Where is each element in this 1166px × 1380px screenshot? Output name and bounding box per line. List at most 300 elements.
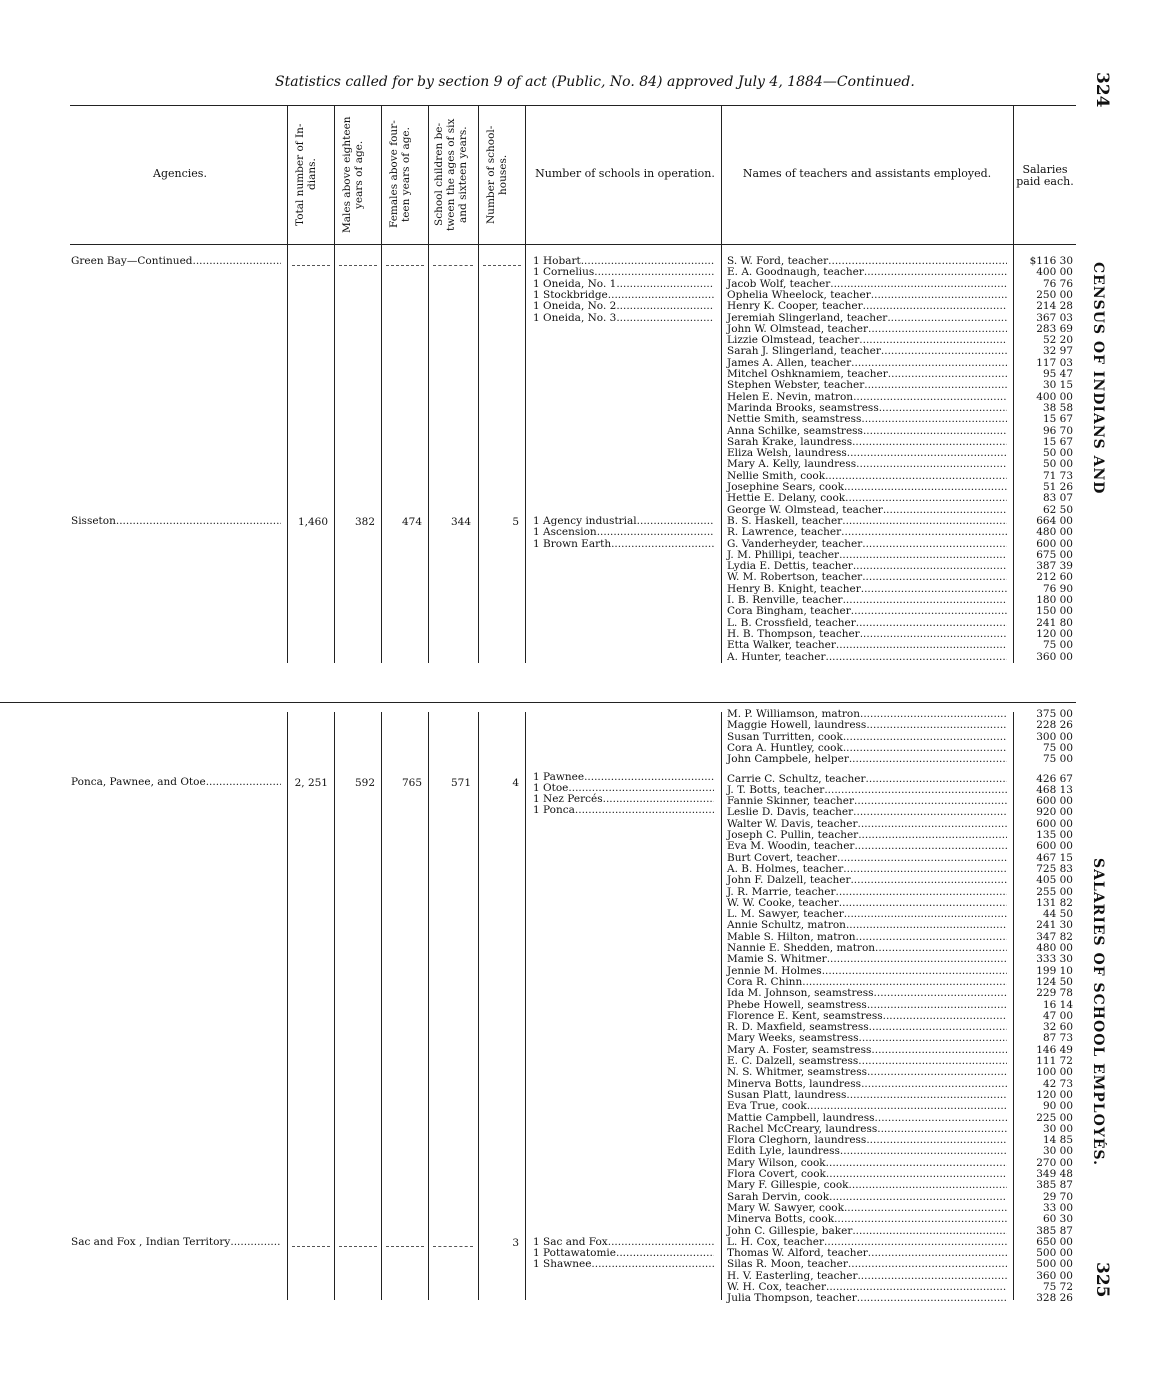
col-divider — [381, 105, 382, 663]
staff-row-text: Ophelia Wheelock, teacher — [727, 288, 871, 301]
staff-row-text: Jennie M. Holmes — [727, 964, 822, 977]
dot-leader — [871, 290, 1007, 301]
staff-row-text: Nannie E. Shedden, matron — [727, 942, 876, 954]
school-row-text: 1 Oneida, No. 3 — [533, 311, 617, 324]
dot-leader — [883, 505, 1007, 516]
staff-row-text: Flora Cleghorn, laundress — [727, 1134, 867, 1147]
dot-leader — [843, 743, 1007, 754]
empty-cell-leader — [386, 1246, 424, 1247]
school-row — [533, 805, 716, 816]
dot-leader — [826, 1169, 1007, 1180]
salary-value: 47 00 — [1042, 1009, 1073, 1022]
dot-leader — [853, 561, 1007, 572]
running-title-top: CENSUS OF INDIANS AND — [1090, 262, 1106, 495]
salary-value: 52 20 — [1042, 334, 1073, 347]
school-row-text: 1 Oneida, No. 1 — [533, 277, 617, 290]
empty-cell-leader — [339, 265, 377, 266]
salary-value: 375 00 — [1036, 708, 1073, 720]
dot-leader — [581, 256, 714, 267]
staff-row-text: Silas R. Moon, teacher — [727, 1258, 848, 1271]
dot-leader — [866, 720, 1007, 731]
females-value: 474 — [401, 515, 422, 528]
salary-value: 229 78 — [1036, 987, 1073, 1000]
salary-value: 664 00 — [1036, 514, 1073, 527]
dot-leader — [829, 1192, 1007, 1203]
dot-leader — [846, 920, 1007, 931]
staff-row-text: W. W. Cooke, teacher — [727, 896, 839, 909]
dot-leader — [825, 652, 1007, 663]
males-value: 592 — [354, 776, 375, 789]
children-value: 571 — [450, 776, 471, 789]
staff-row-text: John W. Olmstead, teacher — [727, 322, 868, 335]
staff-row — [727, 754, 1009, 765]
staff-row-text: R. D. Maxfield, seamstress — [727, 1021, 869, 1034]
total-indians-value: 2, 251 — [294, 776, 328, 789]
agency-name-text: Green Bay—Continued — [71, 255, 193, 267]
salary-value: 16 14 — [1042, 998, 1073, 1011]
salary-value: 38 58 — [1042, 401, 1073, 414]
col-divider — [428, 712, 429, 1300]
staff-row-text: L. B. Crossfield, teacher — [727, 616, 856, 629]
staff-row-text: Phebe Howell, seamstress — [727, 998, 867, 1011]
salary-value: 83 07 — [1042, 492, 1073, 505]
staff-row-text: W. M. Robertson, teacher — [727, 571, 863, 584]
staff-row-text: Susan Platt, laundress — [727, 1088, 847, 1101]
salary-value: 71 73 — [1042, 469, 1073, 482]
empty-cell-leader — [483, 265, 521, 266]
staff-row-text: Fannie Skinner, teacher — [727, 795, 855, 808]
salary-value: 146 49 — [1036, 1043, 1073, 1056]
dot-leader — [852, 1226, 1007, 1237]
salary-value: 199 10 — [1036, 964, 1073, 977]
staff-row-text: J. T. Botts, teacher — [727, 783, 825, 796]
dot-leader — [864, 380, 1007, 391]
staff-row-text: Ida M. Johnson, seamstress — [727, 987, 874, 1000]
dot-leader — [877, 1124, 1007, 1135]
dot-leader — [840, 1146, 1007, 1157]
salary-value: 360 00 — [1036, 650, 1073, 663]
staff-row-text: Lydia E. Dettis, teacher — [727, 560, 853, 573]
salary-value: 333 30 — [1036, 953, 1073, 966]
staff-row-text: H. V. Easterling, teacher — [727, 1269, 858, 1282]
staff-row-text: Eva True, cook — [727, 1100, 807, 1113]
staff-row-text: Anna Schilke, seamstress — [727, 424, 863, 437]
staff-row-text: Jacob Wolf, teacher — [727, 277, 831, 290]
salary-value: 675 00 — [1036, 548, 1073, 561]
schoolhouses-value: 5 — [512, 515, 519, 528]
running-title-bottom: SALARIES OF SCHOOL EMPLOYÉS. — [1090, 858, 1106, 1166]
salary-value: 30 00 — [1042, 1122, 1073, 1135]
col-divider — [334, 105, 335, 663]
staff-row-text: John C. Gillespie, baker — [727, 1224, 853, 1237]
salary-value: 367 03 — [1036, 311, 1073, 324]
staff-row-text: Mattie Campbell, laundress — [727, 1111, 875, 1124]
dot-leader — [881, 346, 1007, 357]
staff-row-text: Mary A. Kelly, laundress — [727, 458, 857, 471]
salary-value: 60 30 — [1042, 1213, 1073, 1226]
salary-value: 75 72 — [1042, 1281, 1073, 1293]
staff-row-text: Cora A. Huntley, cook — [727, 741, 843, 754]
school-row — [533, 539, 716, 550]
dot-leader — [843, 864, 1007, 875]
salary-value: 360 00 — [1036, 1269, 1073, 1282]
salary-value: 75 00 — [1042, 741, 1073, 754]
salary-value: 385 87 — [1036, 1179, 1073, 1192]
dot-leader — [867, 1067, 1007, 1078]
dot-leader — [206, 777, 281, 788]
agency-name-text: Ponca, Pawnee, and Otoe — [71, 775, 206, 788]
school-row-text: 1 Shawnee — [533, 1258, 592, 1271]
staff-row-text: Marinda Brooks, seamstress — [727, 401, 879, 414]
empty-cell-leader — [339, 1246, 377, 1247]
salary-value: 120 00 — [1036, 1088, 1073, 1101]
dot-leader — [856, 932, 1007, 943]
salary-value: 300 00 — [1036, 730, 1073, 743]
col-divider — [287, 105, 288, 663]
staff-row-text: Mary W. Sawyer, cook — [727, 1201, 844, 1214]
dot-leader — [591, 1259, 714, 1270]
dot-leader — [860, 629, 1007, 640]
dot-leader — [826, 1158, 1007, 1169]
dot-leader — [868, 324, 1007, 335]
dot-leader — [857, 1293, 1007, 1304]
staff-row-text: Joseph C. Pullin, teacher — [727, 829, 859, 841]
staff-row-text: Edith Lyle, laundress — [727, 1145, 840, 1158]
staff-row-text: Carrie C. Schultz, teacher — [727, 772, 866, 785]
staff-row-text: Eliza Welsh, laundress — [727, 447, 847, 460]
dot-leader — [839, 550, 1007, 561]
staff-row-text: Henry B. Knight, teacher — [727, 582, 861, 595]
school-row-text: 1 Hobart — [533, 255, 581, 267]
school-row-text: 1 Ascension — [533, 526, 597, 539]
dot-leader — [875, 1113, 1007, 1124]
staff-row-text: Florence E. Kent, seamstress — [727, 1009, 883, 1022]
dot-leader — [862, 572, 1007, 583]
salary-value: 62 50 — [1042, 503, 1073, 516]
schoolhouses-value: 4 — [512, 776, 519, 789]
staff-row-text: Lizzie Olmstead, teacher — [727, 334, 860, 347]
staff-row-text: Helen E. Nevin, matron — [727, 390, 854, 403]
dot-leader — [616, 313, 714, 324]
dot-leader — [859, 1033, 1007, 1044]
dot-leader — [616, 279, 714, 290]
salary-value: 75 00 — [1042, 639, 1073, 652]
header-top-rule — [70, 105, 1076, 106]
salary-value: 50 00 — [1042, 447, 1073, 460]
salary-value: 228 26 — [1036, 719, 1073, 732]
staff-row-text: Annie Schultz, matron — [727, 919, 846, 932]
dot-leader — [864, 267, 1007, 278]
dot-leader — [871, 1045, 1007, 1056]
salary-value: 124 50 — [1036, 975, 1073, 988]
dot-leader — [861, 414, 1007, 425]
dot-leader — [608, 1237, 714, 1248]
dot-leader — [597, 527, 714, 538]
dot-leader — [193, 256, 282, 267]
col-divider — [525, 105, 526, 663]
dot-leader — [888, 369, 1007, 380]
staff-row-text: George W. Olmstead, teacher — [727, 503, 883, 516]
staff-row-text: Rachel McCreary, laundress — [727, 1122, 878, 1135]
col-divider — [525, 712, 526, 1300]
school-row-text: 1 Ponca — [533, 804, 575, 817]
header-schools: Number of schools in operation. — [535, 167, 715, 180]
dot-leader — [857, 1271, 1007, 1282]
dot-leader — [230, 1237, 281, 1248]
agency-name — [71, 256, 283, 267]
staff-row-text: Stephen Webster, teacher — [727, 379, 865, 392]
salary-value: 90 00 — [1042, 1100, 1073, 1113]
salary-value: 76 76 — [1042, 277, 1073, 290]
dot-leader — [849, 754, 1007, 765]
header-males: Males above eighteen years of age. — [341, 116, 365, 233]
staff-row-text: Sarah Dervin, cook — [727, 1190, 830, 1203]
salary-value: 51 26 — [1042, 481, 1073, 493]
salary-value: 32 60 — [1042, 1021, 1073, 1034]
salary-value: 250 00 — [1036, 288, 1073, 301]
agency-name — [71, 516, 283, 527]
col-divider — [334, 712, 335, 1300]
agency-name-text: Sac and Fox , Indian Territory — [71, 1235, 231, 1248]
empty-cell-leader — [292, 265, 330, 266]
salary-value: 270 00 — [1036, 1156, 1073, 1169]
staff-row-text: A. Hunter, teacher — [727, 650, 826, 663]
dot-leader — [851, 606, 1007, 617]
page-number-left: 324 — [1092, 72, 1112, 108]
salary-value: 30 00 — [1042, 1145, 1073, 1158]
dot-leader — [822, 966, 1007, 977]
salary-value: 42 73 — [1042, 1077, 1073, 1090]
salary-value: 467 15 — [1036, 851, 1073, 864]
salary-value: 426 67 — [1036, 772, 1073, 785]
school-row-text: 1 Sac and Fox — [533, 1235, 608, 1248]
staff-row — [727, 652, 1009, 663]
salary-value: 650 00 — [1036, 1235, 1073, 1248]
staff-row-text: Mary Weeks, seamstress — [727, 1032, 859, 1045]
dot-leader — [847, 448, 1007, 459]
salary-value: 920 00 — [1036, 806, 1073, 819]
col-divider — [721, 712, 722, 1300]
staff-row-text: James A. Allen, teacher — [727, 356, 852, 369]
dot-leader — [861, 1079, 1007, 1090]
staff-row-text: Hettie E. Delany, cook — [727, 492, 846, 505]
salary-value: 111 72 — [1036, 1055, 1073, 1067]
dot-leader — [839, 898, 1007, 909]
salary-value: 241 30 — [1036, 919, 1073, 932]
salary-value: 117 03 — [1036, 356, 1073, 369]
staff-row-text: Flora Covert, cook — [727, 1168, 826, 1180]
salary-value: 100 00 — [1036, 1066, 1073, 1079]
salary-value: 387 39 — [1036, 560, 1073, 573]
staff-row-text: Thomas W. Alford, teacher — [727, 1247, 868, 1260]
staff-row-text: Mamie S. Whitmer — [727, 953, 827, 966]
dot-leader — [856, 618, 1007, 629]
dot-leader — [856, 459, 1007, 470]
page-break-rule — [0, 702, 1076, 703]
salary-value: 14 85 — [1042, 1134, 1073, 1147]
header-salaries: Salaries paid each. — [1016, 163, 1074, 188]
staff-row-text: L. H. Cox, teacher — [727, 1235, 825, 1248]
dot-leader — [611, 539, 714, 550]
dot-leader — [608, 290, 714, 301]
school-row-text: 1 Nez Percés — [533, 793, 603, 806]
dot-leader — [852, 437, 1007, 448]
col-divider — [478, 712, 479, 1300]
salary-value: 468 13 — [1036, 783, 1073, 796]
header-bottom-rule — [70, 244, 1076, 245]
dot-leader — [842, 516, 1007, 527]
table-caption: Statistics called for by section 9 of act (Public, No. 84) approved July 4, 1884—Continued. — [275, 74, 915, 90]
dot-leader — [844, 909, 1007, 920]
salary-value: 400 00 — [1036, 266, 1073, 279]
salary-value: 44 50 — [1042, 908, 1073, 921]
males-value: 382 — [354, 515, 375, 528]
salary-value: 120 00 — [1036, 627, 1073, 640]
staff-row-text: Nettie Smith, seamstress — [727, 413, 862, 426]
staff-row-text: Mitchel Oshknamiem, teacher — [727, 368, 888, 380]
staff-row-text: Leslie D. Davis, teacher — [727, 806, 854, 819]
dot-leader — [874, 988, 1007, 999]
staff-row-text: Nellie Smith, cook — [727, 469, 826, 482]
staff-row-text: W. H. Cox, teacher — [727, 1281, 826, 1293]
dot-leader — [827, 954, 1007, 965]
dot-leader — [841, 527, 1007, 538]
salary-value: 349 48 — [1036, 1168, 1073, 1180]
dot-leader — [859, 335, 1007, 346]
staff-row-text: Minerva Botts, laundress — [727, 1077, 862, 1090]
school-row-text: 1 Pottawatomie — [533, 1247, 616, 1260]
staff-row-text: B. S. Haskell, teacher — [727, 514, 843, 527]
salary-value: 600 00 — [1036, 840, 1073, 853]
salary-value: 255 00 — [1036, 885, 1073, 898]
salary-value: 29 70 — [1042, 1190, 1073, 1203]
school-row-text: 1 Cornelius — [533, 266, 595, 279]
staff-row-text: R. Lawrence, teacher — [727, 526, 842, 539]
dot-leader — [860, 709, 1007, 720]
salary-value: 400 00 — [1036, 390, 1073, 403]
staff-row-text: E. A. Goodnaugh, teacher — [727, 266, 864, 279]
salary-value: 225 00 — [1036, 1111, 1073, 1124]
dot-leader — [887, 313, 1007, 324]
salary-value: 241 80 — [1036, 616, 1073, 629]
school-row — [533, 1259, 716, 1270]
school-row-text: 1 Pawnee — [533, 770, 585, 783]
staff-row-text: G. Vanderheyder, teacher — [727, 537, 863, 550]
salary-value: 500 00 — [1036, 1258, 1073, 1271]
staff-row-text: Eva M. Woodin, teacher — [727, 840, 855, 853]
dot-leader — [858, 1056, 1007, 1067]
salary-value: 95 47 — [1042, 368, 1073, 380]
agency-name-text: Sisseton — [71, 514, 116, 527]
salary-value: 96 70 — [1042, 424, 1073, 437]
school-row-text: 1 Agency industrial — [533, 514, 637, 527]
salary-value: 480 00 — [1036, 526, 1073, 539]
dot-leader — [858, 830, 1007, 841]
dot-leader — [849, 1180, 1007, 1191]
staff-row-text: Sarah Krake, laundress — [727, 435, 853, 448]
staff-row-text: Henry K. Cooper, teacher — [727, 300, 863, 313]
staff-row-text: J. R. Marrie, teacher — [727, 885, 836, 898]
header-school-children: School children be- tween the ages of six and sixteen years. — [433, 118, 469, 231]
salary-value: 30 15 — [1042, 379, 1073, 392]
empty-cell-leader — [433, 265, 473, 266]
salary-value: 32 97 — [1042, 345, 1073, 358]
staff-row-text: Jeremiah Slingerland, teacher — [727, 311, 888, 324]
dot-leader — [844, 1203, 1007, 1214]
page-number-right: 325 — [1092, 1262, 1112, 1298]
dot-leader — [848, 1259, 1007, 1270]
school-row — [533, 313, 716, 324]
dot-leader — [836, 887, 1007, 898]
dot-leader — [883, 1011, 1007, 1022]
dot-leader — [863, 426, 1007, 437]
schoolhouses-value: 3 — [512, 1236, 519, 1249]
salary-value: 212 60 — [1036, 571, 1073, 584]
staff-row-text: John Campbele, helper — [727, 753, 849, 766]
salary-value: 180 00 — [1036, 594, 1073, 606]
salary-value: 15 67 — [1042, 413, 1073, 426]
salary-value: 135 00 — [1036, 829, 1073, 841]
salary-value: 150 00 — [1036, 605, 1073, 618]
staff-row — [727, 1293, 1009, 1304]
total-indians-value: 1,460 — [297, 515, 328, 528]
school-row-text: 1 Oneida, No. 2 — [533, 300, 617, 313]
dot-leader — [843, 595, 1007, 606]
salary-value: 725 83 — [1036, 862, 1073, 875]
staff-row-text: Mary A. Foster, seamstress — [727, 1043, 872, 1056]
dot-leader — [858, 819, 1007, 830]
dot-leader — [846, 1090, 1007, 1101]
staff-row-text: Sarah J. Slingerland, teacher — [727, 345, 881, 358]
dot-leader — [575, 805, 714, 816]
staff-row-text: Etta Walker, teacher — [727, 639, 836, 652]
empty-cell-leader — [433, 1246, 473, 1247]
staff-row-text: Burt Covert, teacher — [727, 851, 838, 864]
staff-row-text: Minerva Botts, cook — [727, 1213, 835, 1226]
females-value: 765 — [401, 776, 422, 789]
salary-value: 87 73 — [1042, 1032, 1073, 1045]
dot-leader — [879, 403, 1007, 414]
staff-row-text: John F. Dalzell, teacher — [727, 874, 851, 887]
dot-leader — [866, 1135, 1007, 1146]
dot-leader — [836, 640, 1007, 651]
salary-value: 15 67 — [1042, 435, 1073, 448]
dot-leader — [584, 772, 714, 783]
col-divider — [721, 105, 722, 663]
col-divider — [428, 105, 429, 663]
salary-value: 76 90 — [1042, 582, 1073, 595]
salary-value: 50 00 — [1042, 458, 1073, 471]
header-females: Females above four- teen years of age. — [388, 120, 412, 229]
salary-value: 600 00 — [1036, 537, 1073, 550]
staff-row-text: Mary Wilson, cook — [727, 1156, 826, 1169]
header-agencies: Agencies. — [153, 167, 207, 180]
salary-value: 347 82 — [1036, 930, 1073, 943]
dot-leader — [850, 875, 1007, 886]
dot-leader — [867, 1000, 1007, 1011]
header-schoolhouses: Number of school- houses. — [485, 125, 509, 224]
staff-row-text: S. W. Ford, teacher — [727, 255, 829, 267]
col-divider — [381, 712, 382, 1300]
staff-row-text: I. B. Renville, teacher — [727, 594, 843, 606]
staff-row-text: Josephine Sears, cook — [727, 481, 844, 493]
dot-leader — [861, 584, 1007, 595]
dot-leader — [616, 301, 714, 312]
staff-row-text: A. B. Holmes, teacher — [727, 862, 844, 875]
salary-value: 75 00 — [1042, 753, 1073, 766]
staff-row-text: Cora Bingham, teacher — [727, 605, 851, 618]
staff-row-text: Mary F. Gillespie, cook — [727, 1179, 849, 1192]
